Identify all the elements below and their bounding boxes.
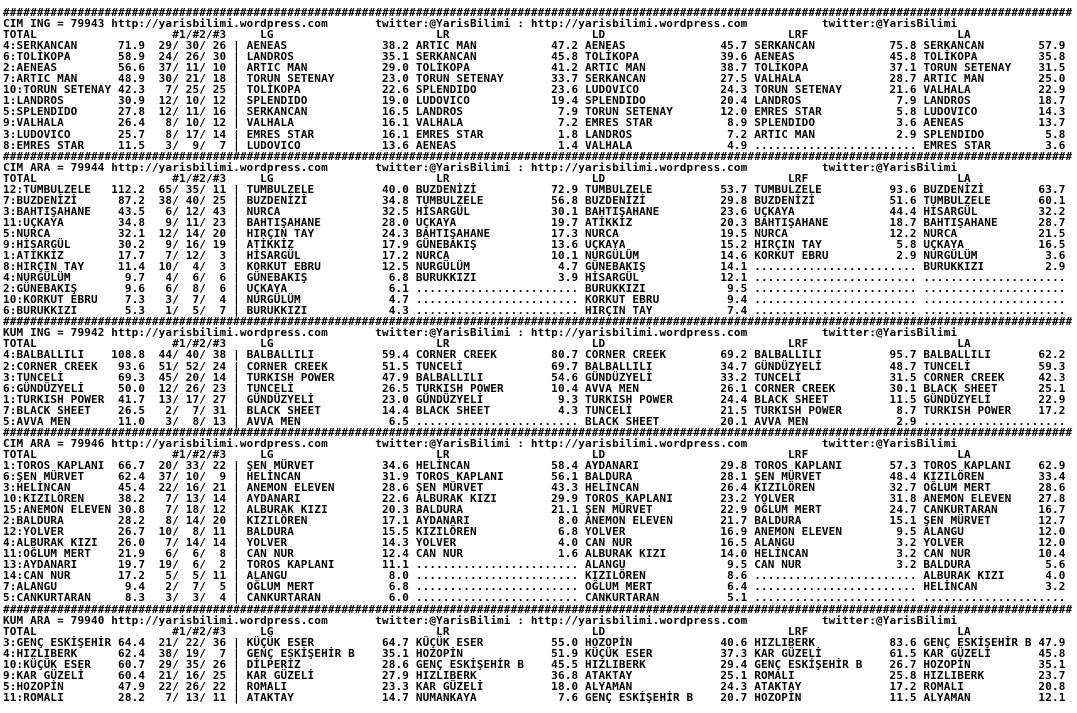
- horse-stats-row: 7:ARTIC MAN 48.9 30/ 21/ 18 | TORUN SETENAY 23.0 TORUN SETENAY 33.7 SERKANCAN 27.5 VALHALA 28.7 ARTIC MAN 25.0: [3, 72, 1066, 86]
- horse-stats-row: 10:KORKUT EBRU 7.3 3/ 7/ 4 | NURGÜLÜM 4.7 ........................ KORKUT EBRU 9.4 ........................ .....................: [3, 293, 1066, 307]
- separator-line: ##############################################################################################################################################################: [3, 6, 1073, 19]
- separator-line: ##############################################################################################################################################################: [3, 425, 1073, 439]
- horse-stats-row: 10:TORUN SETENAY 42.3 7/ 25/ 25 | TOLİKOPA 22.6 SPLENDIDO 23.6 LUDOVICO 24.3 TORUN SETENAY 21.6 VALHALA 22.9: [3, 83, 1066, 97]
- horse-stats-row: 4:NURGÜLÜM 9.7 4/ 6/ 6 | GÜNEBAKIŞ 6.8 BURUKKIZI 3.9 HİSARGÜL 12.1 ........................ .....................: [3, 271, 1066, 285]
- horse-stats-row: 8:HIRÇIN TAY 11.4 10/ 4/ 3 | KORKUT EBRU 12.5 NURGÜLÜM 4.7 GÜNEBAKIŞ 14.1 ........................ BURUKKIZI 2.9: [3, 260, 1066, 274]
- horse-stats-row: 15:ANEMON ELEVEN 30.8 7/ 18/ 12 | ALBURAK KIZI 20.3 BALDURA 21.1 ŞEN MÜRVET 22.9 OĞLUM MERT 24.7 CANKURTARAN 16.7: [3, 503, 1066, 517]
- horse-stats-row: 6:BURUKKIZI 5.3 1/ 5/ 7 | BURUKKIZI 4.3 ........................ HIRÇIN TAY 7.4 ........................ .....................: [3, 304, 1066, 318]
- section-title-line-kum-ing-79942: KUM ING = 79942 http://yarisbilimi.wordpress.com twitter:@YarisBilimi : http://yarisbilimi.wordpress.com twitter:@YarisBilimi: [3, 326, 958, 340]
- section-title-line-cim-ing-79943: CIM ING = 79943 http://yarisbilimi.wordpress.com twitter:@YarisBilimi : http://yarisbilimi.wordpress.com twitter:@YarisBilimi: [3, 17, 958, 31]
- horse-stats-row: 9:HİSARGÜL 30.2 9/ 16/ 19 | ATİKKİZ 17.9 GÜNEBAKIŞ 13.6 UÇKAYA 15.2 HIRÇIN TAY 5.8 UÇKAYA 16.5: [3, 237, 1066, 251]
- horse-stats-row: 6:TOLİKOPA 58.9 24/ 26/ 30 | LANDROS 35.1 SERKANCAN 45.8 TOLİKOPA 39.6 AENEAS 45.8 TOLİKOPA 35.8: [3, 50, 1066, 64]
- section-title-line-cim-ara-79946: CIM ARA = 79946 http://yarisbilimi.wordpress.com twitter:@YarisBilimi : http://yarisbilimi.wordpress.com twitter:@YarisBilimi: [3, 436, 958, 450]
- horse-stats-row: 3:HELİNCAN 45.4 22/ 16/ 21 | ANEMON ELEVEN 28.6 ŞEN MÜRVET 43.3 HELİNCAN 26.4 KIZILÖREN 32.7 OĞLUM MERT 28.6: [3, 481, 1066, 495]
- column-header-line: TOTAL #1/#2/#3 LG LR LD LRF LA: [3, 447, 971, 461]
- horse-stats-row: 6:GÜNDÜZYELİ 50.0 12/ 26/ 23 | TUNCELİ 26.5 TURKISH POWER 10.4 AVVA MEN 26.1 CORNER CREEK 30.1 BLACK SHEET 25.1: [3, 381, 1066, 395]
- column-header-line: TOTAL #1/#2/#3 LG LR LD LRF LA: [3, 337, 971, 351]
- horse-stats-row: 11:UÇKAYA 34.8 9/ 11/ 23 | BAHTIŞAHANE 28.0 UÇKAYA 19.7 ATİKKİZ 20.3 BAHTIŞAHANE 18.7 BAHTIŞAHANE 28.7: [3, 215, 1066, 229]
- horse-stats-row: 13:AYDANARI 19.7 19/ 6/ 2 | TOROS KAPLANI 11.1 ........................ ALANGU 9.5 CAN NUR 3.2 BALDURA 5.6: [3, 558, 1066, 572]
- horse-stats-row: 9:VALHALA 26.4 8/ 10/ 12 | VALHALA 16.1 VALHALA 7.2 EMRES STAR 8.9 SPLENDIDO 3.6 AENEAS 13.7: [3, 116, 1066, 130]
- separator-line: ##############################################################################################################################################################: [3, 315, 1073, 329]
- horse-stats-row: 1:TURKISH POWER 41.7 13/ 17/ 27 | GÜNDÜZYELİ 23.0 GÜNDÜZYELİ 9.3 TURKISH POWER 24.4 BLACK SHEET 11.5 GÜNDÜZYELİ 22.9: [3, 392, 1066, 406]
- horse-stats-row: 3:LUDOVICO 25.7 8/ 17/ 14 | EMRES STAR 16.1 EMRES STAR 1.8 LANDROS 7.2 ARTIC MAN 2.9 SPLENDIDO 5.8: [3, 127, 1066, 141]
- column-header-line: TOTAL #1/#2/#3 LG LR LD LRF LA: [3, 28, 971, 42]
- horse-stats-row: 14:CAN NUR 17.2 5/ 5/ 11 | ALANGU 8.0 ........................ KIZILÖREN 8.6 ........................ ALBURAK KIZI 4.0: [3, 569, 1066, 583]
- separator-line: ##############################################################################################################################################################: [3, 602, 1073, 616]
- horse-stats-row: 1:LANDROS 30.9 12/ 10/ 12 | SPLENDIDO 19.0 LUDOVICO 19.4 SPLENDIDO 20.4 LANDROS 7.9 LANDROS 18.7: [3, 94, 1066, 108]
- horse-stats-row: 5:NURCA 32.1 12/ 14/ 20 | HIRÇIN TAY 24.3 BAHTIŞAHANE 17.3 NURCA 19.5 NURCA 12.2 NURCA 21.5: [3, 226, 1066, 240]
- section-title-line-kum-ara-79940: KUM ARA = 79940 http://yarisbilimi.wordpress.com twitter:@YarisBilimi : http://yarisbilimi.wordpress.com twitter:@YarisBilimi: [3, 613, 958, 627]
- horse-stats-row: 3:BAHTIŞAHANE 43.5 6/ 12/ 43 | NURCA 32.5 HİSARGÜL 30.1 BAHTIŞAHANE 23.6 UÇKAYA 44.4 HİSARGÜL 32.2: [3, 204, 1066, 218]
- horse-stats-row: 11:OĞLUM MERT 21.9 6/ 6/ 8 | CAN NUR 12.4 CAN NUR 1.6 ALBURAK KIZI 14.0 HELİNCAN 3.2 CAN NUR 10.4: [3, 547, 1066, 561]
- horse-stats-row: 3:GENÇ ESKİŞEHİR 64.4 21/ 22/ 36 | KÜÇÜK ESER 64.7 KÜÇÜK ESER 55.0 HOZOPİN 40.6 HIZLIBERK 83.6 GENÇ ESKİŞEHİR B 47.9: [3, 635, 1066, 649]
- horse-stats-row: 12:TUMBULZELE 112.2 65/ 35/ 11 | TUMBULZELE 40.0 BUZDENİZİ 72.9 TUMBULZELE 53.7 TUMBULZELE 93.6 BUZDENİZİ 63.7: [3, 182, 1066, 196]
- horse-stats-row: 4:BALBALLILI 108.8 44/ 40/ 38 | BALBALLILI 59.4 CORNER CREEK 80.7 CORNER CREEK 69.2 BALBALLILI 95.7 BALBALLILI 62.2: [3, 348, 1066, 362]
- horse-stats-row: 9:KAR GÜZELİ 60.4 21/ 16/ 25 | KAR GÜZELİ 27.9 HIZLIBERK 36.8 ATAKTAY 25.1 ROMALI 25.8 HIZLIBERK 23.7: [3, 668, 1066, 682]
- horse-stats-row: 5:AVVA MEN 11.0 3/ 8/ 13 | AVVA MEN 6.5 ........................ BLACK SHEET 20.1 AVVA MEN 2.9 .....................: [3, 414, 1066, 428]
- horse-stats-row: 4:HIZLIBERK 62.4 38/ 19/ 7 | GENÇ ESKİŞEHİR B 35.1 HOZOPİN 51.9 KÜÇÜK ESER 37.3 KAR GÜZELİ 61.5 KAR GÜZELİ 45.8: [3, 646, 1066, 660]
- horse-stats-row: 1:ATİKKİZ 17.7 7/ 12/ 3 | HİSARGÜL 17.2 NURCA 10.1 NURGÜLÜM 14.6 KORKUT EBRU 2.9 NURGÜLÜM 3.6: [3, 249, 1066, 263]
- horse-stats-row: 5:HOZOPİN 47.9 22/ 26/ 22 | ROMALI 23.3 KAR GÜZELİ 18.0 ALYAMAN 24.3 ATAKTAY 17.2 ROMALI 20.8: [3, 679, 1066, 693]
- horse-stats-row: 2:GÜNEBAKIŞ 9.6 6/ 8/ 6 | UÇKAYA 6.1 ........................ BURUKKIZI 9.5 ........................ .....................: [3, 282, 1066, 296]
- horse-stats-row: 6:ŞEN MÜRVET 62.4 37/ 10/ 9 | HELİNCAN 31.9 TOROS KAPLANI 56.1 BALDURA 28.1 ŞEN MÜRVET 48.4 KIZILÖREN 33.4: [3, 469, 1066, 483]
- horse-stats-row: 11:ROMALI 28.2 7/ 13/ 11 | ATAKTAY 14.7 NUMANKAYA 7.6 GENÇ ESKİŞEHİR B 20.7 HOZOPİN 11.5 ALYAMAN 12.1: [3, 690, 1066, 704]
- column-header-line: TOTAL #1/#2/#3 LG LR LD LRF LA: [3, 171, 971, 185]
- horse-stats-row: 4:ALBURAK KIZI 26.0 7/ 14/ 14 | YOLVER 14.3 YOLVER 4.0 CAN NUR 16.5 ALANGU 3.2 YOLVER 12.0: [3, 536, 1066, 550]
- horse-stats-row: 1:TOROS KAPLANI 66.7 20/ 33/ 22 | ŞEN MÜRVET 34.6 HELİNCAN 58.4 AYDANARI 29.8 TOROS KAPLANI 57.3 TOROS KAPLANI 62.9: [3, 458, 1066, 472]
- horse-stats-row: 12:YOLVER 26.7 10/ 8/ 11 | BALDURA 15.5 KIZILÖREN 6.8 YOLVER 16.9 ANEMON ELEVEN 9.5 ALANGU 12.0: [3, 525, 1066, 539]
- horse-stats-row: 7:ALANGU 9.4 2/ 7/ 5 | OĞLUM MERT 6.8 ........................ OĞLUM MERT 6.4 ........................ HELİNCAN 3.2: [3, 580, 1066, 594]
- horse-stats-row: 2:BALDURA 28.2 8/ 14/ 20 | KIZILÖREN 17.1 AYDANARI 8.0 ANEMON ELEVEN 21.7 BALDURA 15.1 ŞEN MÜRVET 12.7: [3, 514, 1066, 528]
- separator-line: ##############################################################################################################################################################: [3, 149, 1073, 163]
- horse-stats-row: 5:SPLENDIDO 27.8 12/ 11/ 16 | SERKANCAN 16.5 LANDROS 7.9 TORUN SETENAY 12.0 EMRES STAR 5.8 LUDOVICO 14.3: [3, 105, 1066, 119]
- section-title-line-cim-ara-79944: CIM ARA = 79944 http://yarisbilimi.wordpress.com twitter:@YarisBilimi : http://yarisbilimi.wordpress.com twitter:@YarisBilimi: [3, 160, 958, 174]
- horse-stats-row: 7:BLACK SHEET 26.5 2/ 7/ 31 | BLACK SHEET 14.4 BLACK SHEET 4.3 TUNCELİ 21.5 TURKISH POWER 8.7 TURKISH POWER 17.2: [3, 403, 1066, 417]
- horse-stats-row: 10:KÜÇÜK ESER 60.7 29/ 35/ 26 | DİLPERİZ 28.6 GENÇ ESKİŞEHİR B 45.5 HIZLIBERK 29.4 GENÇ ESKİŞEHİR B 26.7 HOZOPİN 35.1: [3, 657, 1066, 671]
- horse-stats-row: 7:BUZDENİZİ 87.2 38/ 40/ 25 | BUZDENİZİ 34.8 TUMBULZELE 56.8 BUZDENİZİ 29.8 BUZDENİZİ 51.6 TUMBULZELE 60.1: [3, 193, 1066, 207]
- horse-stats-row: 5:CANKURTARAN 8.3 3/ 3/ 4 | CANKURTARAN 6.0 ........................ CANKURTARAN 5.1 ........................ .....................: [3, 591, 1066, 605]
- horse-stats-row: 3:TUNCELİ 69.3 45/ 20/ 14 | TURKISH POWER 47.9 BALBALLILI 54.6 GÜNDÜZYELİ 33.2 TUNCELİ 31.5 CORNER CREEK 42.3: [3, 370, 1066, 384]
- horse-stats-row: 10:KIZILÖREN 38.2 7/ 13/ 14 | AYDANARI 22.6 ALBURAK KIZI 29.9 TOROS KAPLANI 23.2 YOLVER 31.8 ANEMON ELEVEN 27.8: [3, 492, 1066, 506]
- horse-stats-row: 2:AENEAS 56.6 37/ 11/ 10 | ARTIC MAN 29.0 TOLİKOPA 41.2 ARTIC MAN 38.7 TOLİKOPA 37.1 TORUN SETENAY 31.5: [3, 61, 1066, 75]
- horse-stats-row: 8:EMRES STAR 11.5 3/ 9/ 7 | LUDOVICO 13.6 AENEAS 1.4 VALHALA 4.9 ........................ EMRES STAR 3.6: [3, 138, 1066, 152]
- horse-stats-row: 4:SERKANCAN 71.9 29/ 30/ 26 | AENEAS 38.2 ARTIC MAN 47.2 AENEAS 45.7 SERKANCAN 75.8 SERKANCAN 57.9: [3, 39, 1066, 53]
- horse-stats-row: 2:CORNER CREEK 93.6 51/ 52/ 24 | CORNER CREEK 51.5 TUNCELİ 69.7 BALBALLILI 34.7 GÜNDÜZYELİ 48.7 TUNCELİ 59.3: [3, 359, 1066, 373]
- column-header-line: TOTAL #1/#2/#3 LG LR LD LRF LA: [3, 624, 971, 638]
